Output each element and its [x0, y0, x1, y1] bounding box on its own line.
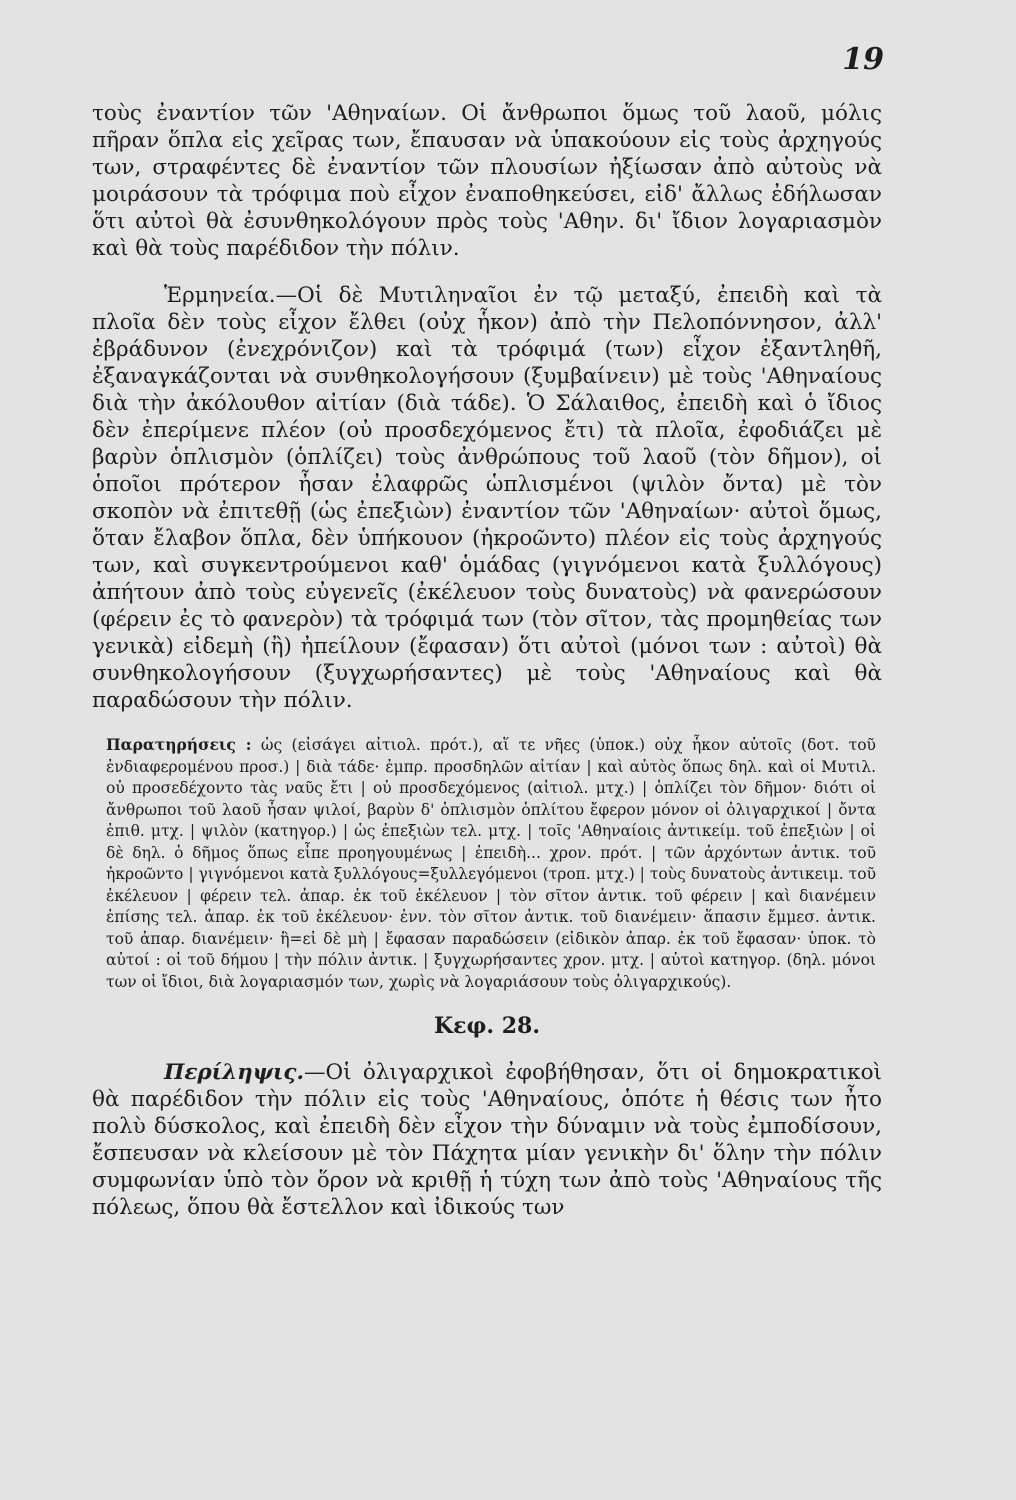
- interpretation-body: —Οἱ δὲ Μυτιληναῖοι ἐν τῷ μεταξύ, ἐπειδὴ καὶ τὰ πλοῖα δὲν τοὺς εἶχον ἔλθει (οὐχ ἧκον) ἀπὸ τὴν Πελοπόννησον, ἀλλ' ἐβράδυνον (ἐνεχρόνιζον) καὶ τὰ τρόφιμά (των) εἶχον ἐξαντληθῆ, ἐξαναγκάζονται νὰ συνθηκολογήσουν (ξυμβαίνειν) μὲ τοὺς 'Αθηναίους διὰ τὴν ἀκόλουθον αἰτίαν (διὰ τάδε). Ὁ Σάλαιθος, ἐπειδὴ καὶ ὁ ἴδιος δὲν ἐπερίμενε πλέον (οὐ προσδεχόμενος ἔτι) τὰ πλοῖα, ἐφοδιάζει μὲ βαρὺν ὁπλισμὸν (ὁπλίζει) τοὺς ἀνθρώπους τοῦ λαοῦ (τὸν δῆμον), οἱ ὁποῖοι πρότερον ἦσαν ἐλαφρῶς ὡπλισμένοι (ψιλὸν ὄντα) μὲ τὸν σκοπὸν νὰ ἐπιτεθῇ (ὡς ἐπεξιὼν) ἐναντίον τῶν 'Αθηναίων· αὐτοὶ ὅμως, ὅταν ἔλαβον ὅπλα, δὲν ὑπήκουον (ἠκροῶντο) πλέον εἰς τοὺς ἀρχηγούς των, καὶ συγκεντρούμενοι καθ' ὁμάδας (γιγνόμενοι κατὰ ξυλλόγους) ἀπήτουν ἀπὸ τοὺς εὐγενεῖς (ἐκέλευον τοὺς δυνατοὺς) νὰ φανερώσουν (φέρειν ἐς τὸ φανερὸν) τὰ τρόφιμά των (τὸν σῖτον, τὰς προμηθείας των γενικὰ) εἰδεμὴ (ἢ) ἠπείλουν (ἔφασαν) ὅτι αὐτοὶ (μόνοι των : αὐτοὶ) θὰ συνθηκολογήσουν (ξυγχωρήσαντες) μὲ τοὺς 'Αθηναίους καὶ θὰ παραδώσουν τὴν πόλιν.: [92, 283, 882, 713]
- interpretation-paragraph: [92, 282, 882, 714]
- summary-heading: Περίληψις.: [164, 1060, 305, 1085]
- summary-body: —Οἱ ὀλιγαρχικοὶ ἐφοβήθησαν, ὅτι οἱ δημοκρατικοὶ θὰ παρέδιδον τὴν πόλιν εἰς τοὺς 'Αθηναίους, ὁπότε ἡ θέσις των ἦτο πολὺ δύσκολος, καὶ ἐπειδὴ δὲν εἶχον τὴν δύναμιν νὰ τοὺς ἐμποδίσουν, ἔσπευσαν νὰ κλείσουν μὲ τὸν Πάχητα μίαν γενικὴν δι' ὅλην τὴν πόλιν συμφωνίαν ὑπὸ τὸν ὅρον νὰ κριθῇ ἡ τύχη των ἀπὸ τοὺς 'Αθηναίους τῆς πόλεως, ὅπου θὰ ἔστελλον καὶ ἰδικούς των: [92, 1060, 882, 1220]
- notes-body: ὡς (εἰσάγει αἰτιολ. πρότ.), αἵ τε νῆες (ὑποκ.) οὐχ ἧκον αὐτοῖς (δοτ. τοῦ ἐνδιαφερομένου προσ.) | διὰ τάδε· ἐμπρ. προσδηλῶν αἰτίαν | καὶ αὐτὸς ὅπως δηλ. καὶ οἱ Μυτιλ. οὐ προσεδέχοντο τὰς ναῦς ἔτι | οὐ προσδεχόμενος (αἰτιολ. μτχ.) | ὁπλίζει τὸν δῆμον· διότι οἱ ἄνθρωποι τοῦ λαοῦ ἦσαν ψιλοί, βαρὺν δ' ὁπλισμὸν ὁπλίτου ἔφερον μόνον οἱ ὀλιγαρχικοί | ὄντα ἐπιθ. μτχ. | ψιλὸν (κατηγορ.) | ὡς ἐπεξιὼν τελ. μτχ. | τοῖς 'Αθηναίοις ἀντικείμ. τοῦ ἐπεξιὼν | οἱ δὲ δηλ. ὁ δῆμος ὅπως εἶπε προηγουμένως | ἐπειδὴ... χρον. πρότ. | τῶν ἀρχόντων ἀντικ. τοῦ ἠκροῶντο | γιγνόμενοι κατὰ ξυλλόγους=ξυλλεγόμενοι (τροπ. μτχ.) | τοὺς δυνατοὺς ἀντικειμ. τοῦ ἐκέλευον | φέρειν τελ. ἀπαρ. ἐκ τοῦ ἐκέλευον | τὸν σῖτον ἀντικ. τοῦ φέρειν | καὶ διανέμειν ἐπίσης τελ. ἀπαρ. ἐκ τοῦ ἐκέλευον· ἐνν. τὸν σῖτον ἀντικ. τοῦ διανέμειν· ἅπασιν ἔμμεσ. ἀντικ. τοῦ ἀπαρ. διανέμειν· ἢ=εἰ δὲ μὴ | ἔφασαν παραδώσειν (εἰδικὸν ἀπαρ. ἐκ τοῦ ἔφασαν· ὑποκ. τὸ αὐτοί : οἱ τοῦ δήμου | τὴν πόλιν ἀντικ. | ξυγχωρήσαντες χρον. μτχ. | αὐτοὶ κατηγορ. (δηλ. μόνοι των οἱ ἴδιοι, διὰ λογαριασμόν των, χωρὶς νὰ λογαριάσουν τοὺς ὀλιγαρχικούς).: [106, 736, 876, 991]
- intro-paragraph: τοὺς ἐναντίον τῶν 'Αθηναίων. Οἱ ἄνθρωποι ὅμως τοῦ λαοῦ, μόλις πῆραν ὅπλα εἰς χεῖρας των, ἔπαυσαν νὰ ὑπακούουν εἰς τοὺς ἀρχηγούς των, στραφέντες δὲ ἐναντίον τῶν πλουσίων ἠξίωσαν ἀπὸ αὐτοὺς νὰ μοιράσουν τὰ τρόφιμα ποὺ εἶχον ἐναποθηκεύσει, εἰδ' ἄλλως ἐδήλωσαν ὅτι αὐτοὶ θὰ ἐσυνθηκολόγουν πρὸς τοὺς 'Αθην. δι' ἴδιον λογαριασμὸν καὶ θὰ τοὺς παρέδιδον τὴν πόλιν.: [92, 101, 882, 261]
- notes-heading: Παρατηρήσεις :: [106, 735, 252, 754]
- page-content: [92, 100, 882, 1221]
- chapter-heading: Κεφ. 28.: [434, 1013, 540, 1039]
- interpretation-heading: Ἑρμηνεία.: [164, 283, 276, 308]
- notes-paragraph: [106, 734, 876, 993]
- page-number: 19: [842, 42, 884, 77]
- summary-paragraph: [92, 1059, 882, 1221]
